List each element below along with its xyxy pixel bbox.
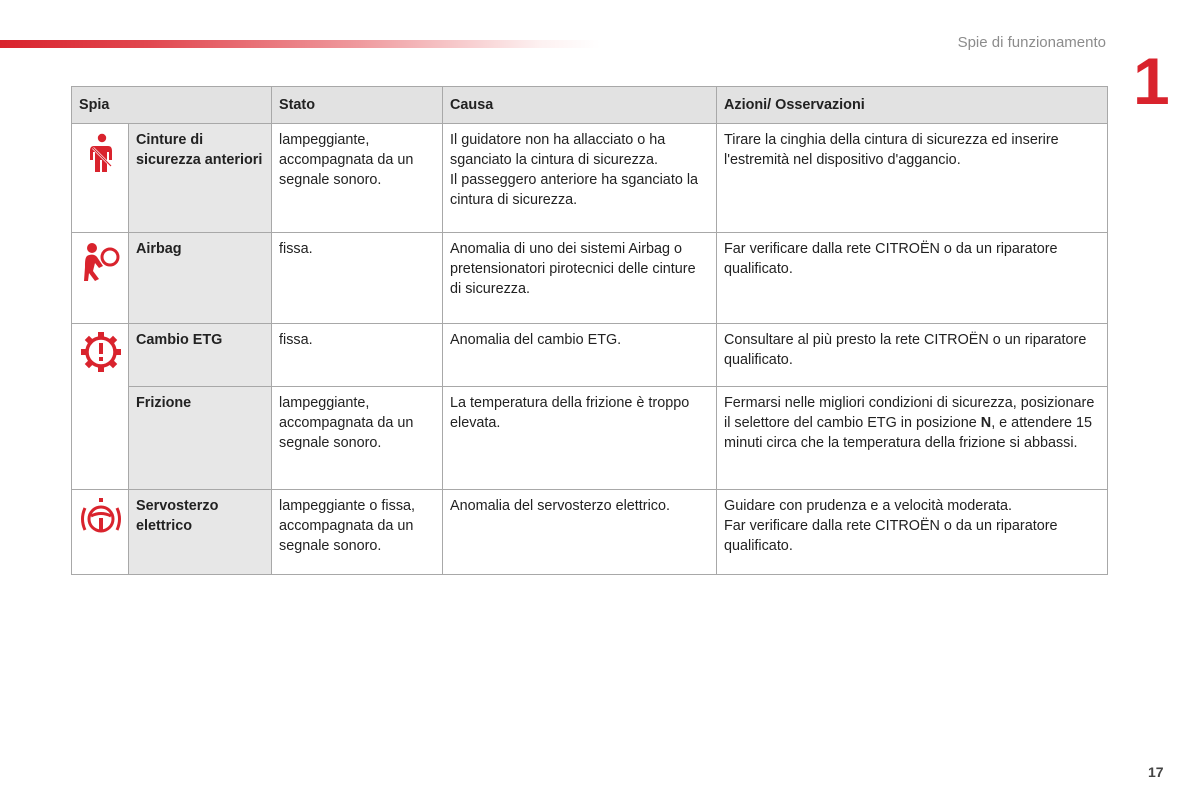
causa-cell: Anomalia del servosterzo elettrico. — [443, 490, 717, 575]
light-name: Servosterzo elettrico — [129, 490, 272, 575]
light-name: Airbag — [129, 233, 272, 324]
warning-lights-table — [71, 86, 1108, 575]
gear-position-n: N — [980, 415, 992, 431]
causa-cell: Anomalia del cambio ETG. — [443, 324, 717, 387]
page-number: 17 — [1148, 764, 1164, 780]
stato-cell: fissa. — [272, 233, 443, 324]
stato-cell: fissa. — [272, 324, 443, 387]
causa-line: Il guidatore non ha allacciato o ha sganciato la cintura di sicurezza. — [450, 132, 666, 168]
azioni-cell: Consultare al più presto la rete CITROËN o un riparatore qualificato. — [717, 324, 1108, 387]
azioni-text: Fermarsi nelle migliori condizioni di sicurezza, posizionare il selettore del cambio ETG in posizione — [724, 395, 1095, 431]
table-row — [72, 233, 1108, 324]
power-steering-warning-icon — [79, 496, 123, 540]
azioni-line: Guidare con prudenza e a velocità moderata. — [724, 498, 1013, 514]
header-spia: Spia — [72, 87, 272, 124]
light-name: Frizione — [129, 387, 272, 490]
light-name: Cambio ETG — [129, 324, 272, 387]
table-row — [72, 324, 1108, 387]
header-causa: Causa — [443, 87, 717, 124]
azioni-line: Far verificare dalla rete CITROËN o da un riparatore qualificato. — [724, 518, 1058, 554]
icon-cell — [72, 233, 129, 324]
airbag-warning-icon — [79, 239, 123, 283]
table-row — [72, 490, 1108, 575]
causa-line: Il passeggero anteriore ha sganciato la cintura di sicurezza. — [450, 172, 699, 208]
azioni-cell: Tirare la cinghia della cintura di sicurezza ed inserire l'estremità nel dispositivo d'aggancio. — [717, 124, 1108, 233]
stato-cell: lampeggiante, accompagnata da un segnale sonoro. — [272, 124, 443, 233]
icon-cell — [72, 324, 129, 490]
table-row — [72, 387, 1108, 490]
section-title: Spie di funzionamento — [957, 34, 1106, 51]
seatbelt-warning-icon — [79, 130, 123, 174]
icon-cell — [72, 490, 129, 575]
stato-cell: lampeggiante, accompagnata da un segnale sonoro. — [272, 387, 443, 490]
gearbox-warning-icon — [79, 330, 123, 374]
stato-cell: lampeggiante o fissa, accompagnata da un segnale sonoro. — [272, 490, 443, 575]
chapter-number: 1 — [1133, 44, 1170, 118]
causa-cell: Anomalia di uno dei sistemi Airbag o pretensionatori pirotecnici delle cinture di sicurezza. — [443, 233, 717, 324]
table-header-row — [72, 87, 1108, 124]
azioni-cell — [717, 490, 1108, 575]
table-row — [72, 124, 1108, 233]
azioni-cell: Far verificare dalla rete CITROËN o da un riparatore qualificato. — [717, 233, 1108, 324]
icon-cell — [72, 124, 129, 233]
header-stato: Stato — [272, 87, 443, 124]
light-name: Cinture di sicurezza anteriori — [129, 124, 272, 233]
azioni-cell — [717, 387, 1108, 490]
header-accent-bar — [0, 40, 600, 48]
header-azioni: Azioni/ Osservazioni — [717, 87, 1108, 124]
azioni-text: , e attendere 15 minuti circa che la temperatura della frizione si abbassi. — [724, 415, 1092, 451]
causa-cell — [443, 124, 717, 233]
causa-cell: La temperatura della frizione è troppo elevata. — [443, 387, 717, 490]
